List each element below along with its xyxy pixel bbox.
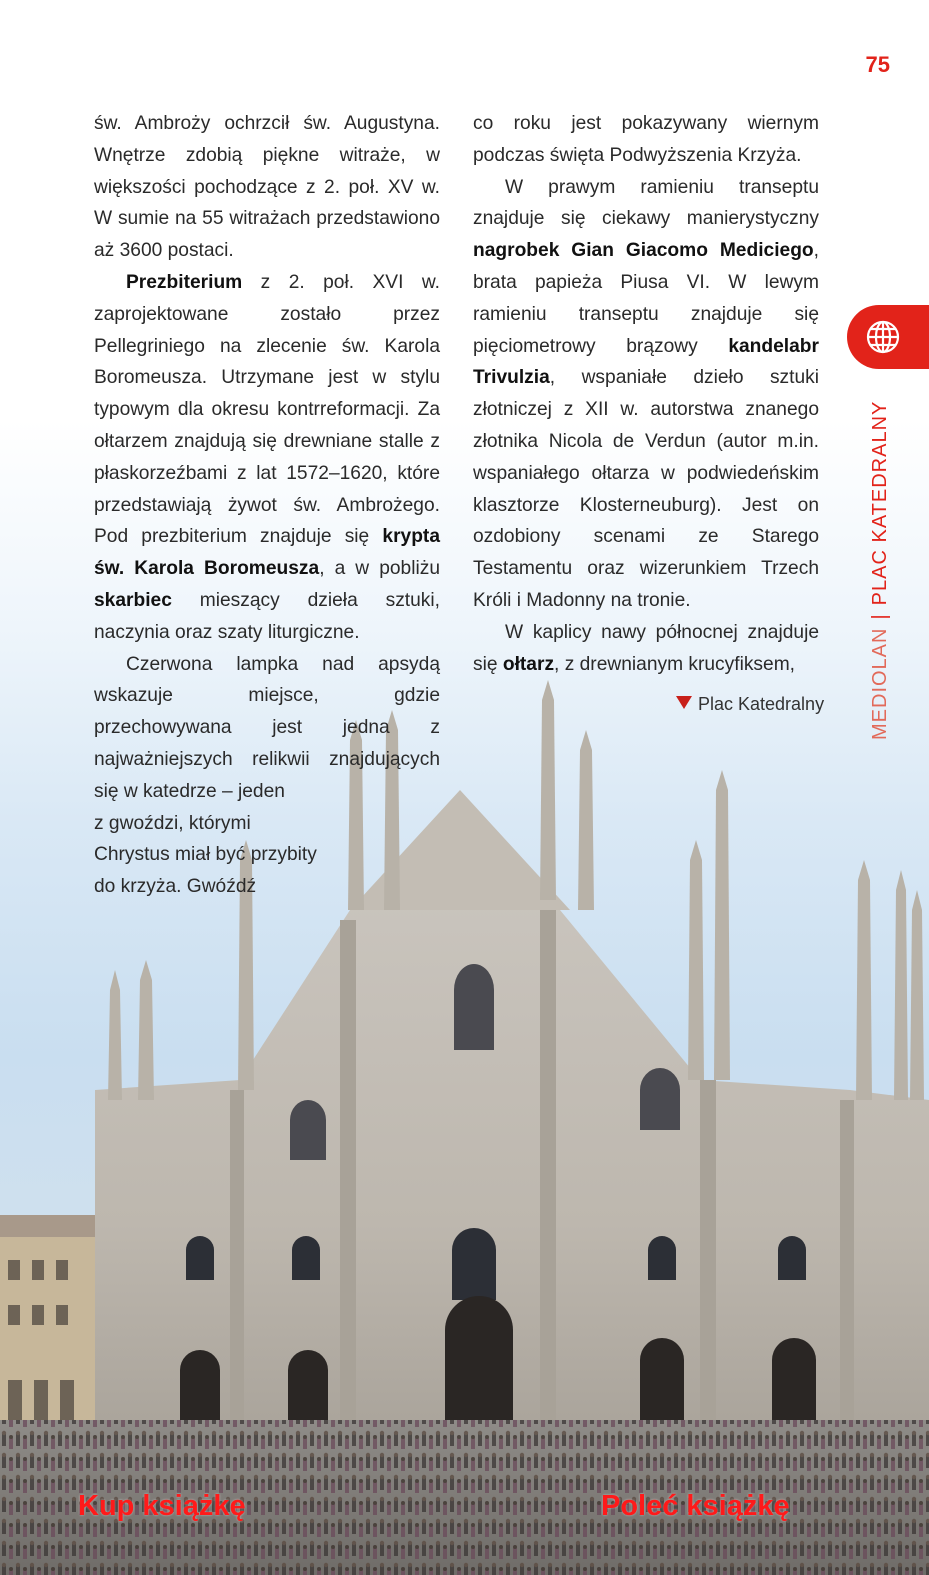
- running-header-separator: |: [869, 613, 891, 620]
- paragraph: św. Ambroży ochrzcił św. Augustyna. Wnętrze zdobią piękne witraże, w większości pochodzące z 2. poł. XV w. W sumie na 55 witrażach przedstawiono aż 3600 postaci.: [94, 113, 440, 262]
- term-kandelabr: kandelabr Trivulzia: [473, 335, 819, 389]
- term-prezbiterium: Prezbiterium: [126, 271, 243, 293]
- text-run: z 2. poł. XVI w. zaprojektowane zostało przez Pellegriniego na zlecenie św. Karola Boromeusza. Utrzymane jest w stylu typowym dla okresu kontrreformacji. Za ołtarzem znajdują się drewniane stalle z płaskorzeźbami z lat 1572–1620, które przedstawiają żywot św. Ambrożego. Pod prezbiterium znajduje się: [94, 271, 440, 548]
- text-run: , a w pobliżu: [319, 558, 440, 580]
- text-run: , z drewnianym krucyfiksem,: [554, 653, 796, 675]
- recommend-book-button[interactable]: Poleć książkę: [601, 1490, 790, 1522]
- term-krypta: krypta św. Karola Boromeusza: [94, 526, 440, 580]
- text-run: W kaplicy nawy północnej znajduje się: [473, 621, 819, 675]
- paragraph: co roku jest pokazywany wiernym podczas święta Podwyższenia Krzyża.: [473, 113, 819, 166]
- text-run: W prawym ramieniu transeptu znajduje się ciekawy manierystyczny: [473, 176, 819, 230]
- paragraph: [473, 172, 819, 617]
- text-run: , brata papieża Piusa VI. W lewym ramieniu transeptu znajduje się pięciometrowy brązowy: [473, 240, 819, 357]
- paragraph-tail-line: z gwoździ, którymi Chrystus miał być przybity: [94, 812, 317, 866]
- buy-book-button[interactable]: Kup książkę: [78, 1490, 246, 1522]
- triangle-down-icon: [676, 696, 692, 709]
- running-header-city: MEDIOLAN: [869, 627, 891, 740]
- running-header: [869, 401, 892, 740]
- paragraph: [94, 267, 440, 649]
- term-nagrobek: nagrobek Gian Giacomo Mediciego: [473, 240, 814, 262]
- text-run: , wspaniałe dzieło sztuki złotniczej z XII w. autorstwa znanego złotnika Nicola de Verdun (autor m.in. wspaniałego ołtarza w podwiedeńskim klasztorze Klosterneuburg). Jest on ozdobiony scenami ze Starego Testamentu oraz wizerunkiem Trzech Króli i Madonny na tronie.: [473, 367, 819, 611]
- paragraph: [473, 617, 819, 681]
- page-number: 75: [865, 52, 890, 77]
- photo-caption: [676, 694, 826, 715]
- photo-caption-text: Plac Katedralny: [698, 694, 825, 714]
- section-tab: [847, 305, 929, 369]
- globe-icon: [865, 319, 901, 355]
- left-column: [94, 108, 440, 903]
- paragraph-tail-line: do krzyża. Gwóźdź: [94, 876, 257, 898]
- running-header-section: PLAC KATEDRALNY: [869, 400, 891, 606]
- text-run: mieszący dzieła sztuki, naczynia oraz szaty liturgiczne.: [94, 589, 440, 643]
- term-skarbiec: skarbiec: [94, 589, 172, 611]
- paragraph: Czerwona lampka nad apsydą wskazuje miejsce, gdzie przechowywana jest jedna z najważniejszych relikwii znajdujących się w katedrze – jeden: [94, 653, 440, 802]
- right-column: [473, 108, 819, 680]
- term-oltarz: ołtarz: [502, 653, 555, 675]
